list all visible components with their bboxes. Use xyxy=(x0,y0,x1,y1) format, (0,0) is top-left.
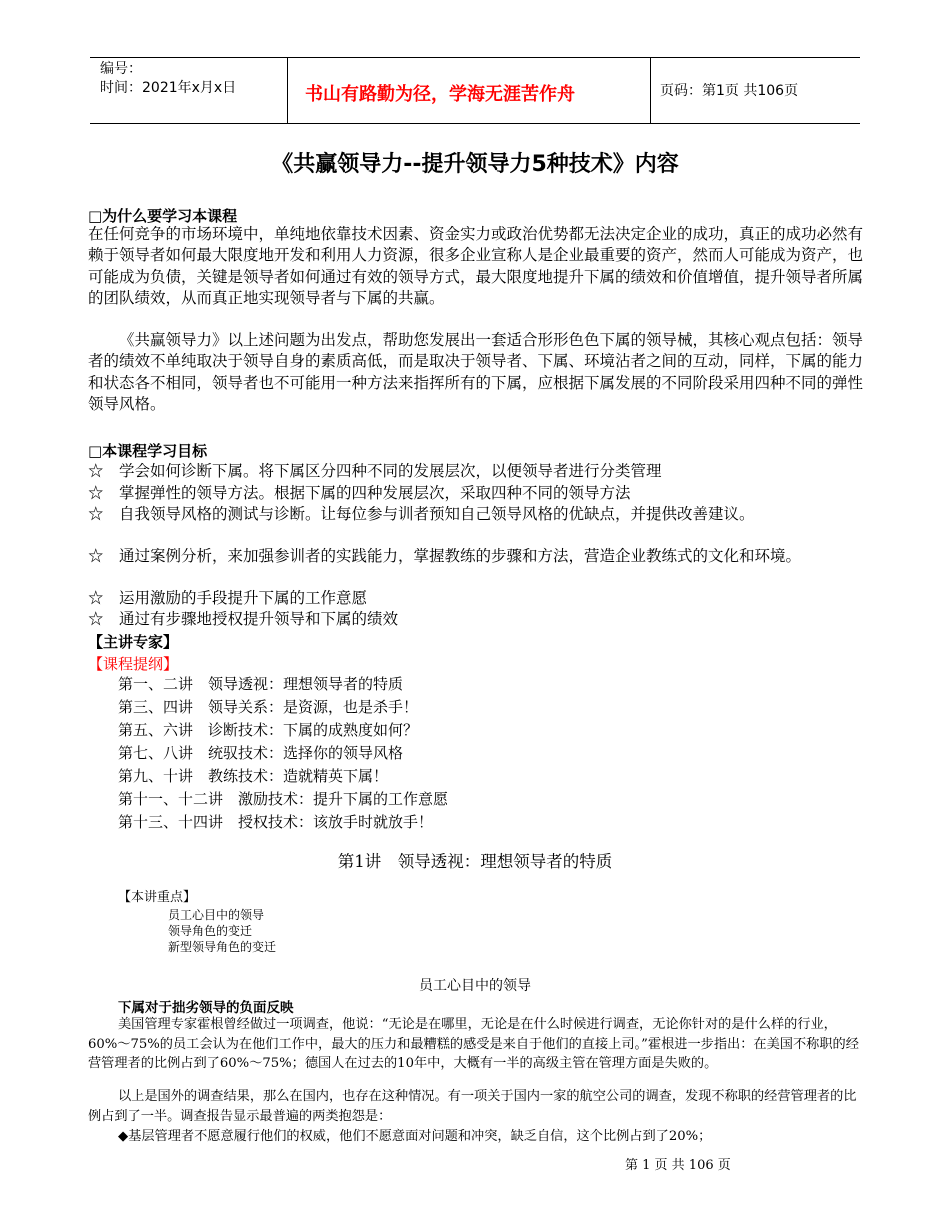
doc-time-label: 时间：2021年x月x日 xyxy=(100,80,237,96)
why-paragraph-1: 在任何竞争的市场环境中，单纯地依靠技术因素、资金实力或政治优势都无法决定企业的成功，真正的成功必然有赖于领导者如何最大限度地开发和利用人力资源，很多企业宣称人是企业最重要的资产，然而人可能成为资产，也可能成为负债，关键是领导者如何通过有效的领导方式，最大限度地提升下属的绩效和价值增值，提升领导者所属的团队绩效，从而真正地实现领导者与下属的共赢。 xyxy=(88,225,864,307)
goal-item: ☆ 自我领导风格的测试与诊断。让每位参与训者预知自己领导风格的优缺点，并提供改善建议。 xyxy=(88,505,755,523)
outline-item: 第一、二讲 领导透视：理想领导者的特质 xyxy=(118,675,404,693)
focus-heading: 【本讲重点】 xyxy=(118,890,197,905)
outline-item: 第九、十讲 教练技术：造就精英下属！ xyxy=(118,767,389,785)
outline-heading: 【课程提纲】 xyxy=(88,655,179,673)
why-section-heading: □为什么要学习本课程 xyxy=(88,207,238,225)
goals-section-heading: □本课程学习目标 xyxy=(88,442,208,460)
header-motto: 书山有路勤为径，学海无涯苦作舟 xyxy=(305,84,575,105)
body-paragraph: 以上是国外的调查结果，那么在国内，也存在这种情况。有一项关于国内一家的航空公司的调查，发现不称职的经营管理者的比例占到了一半。调查报告显示最普遍的两类抱怨是： xyxy=(88,1089,857,1124)
header-top-rule xyxy=(90,57,860,58)
header-divider-right xyxy=(650,57,651,124)
body-paragraph: ◆基层管理者不愿意履行他们的权威，他们不愿意面对问题和冲突，缺乏自信，这个比例占到了20%； xyxy=(118,1129,712,1144)
outline-item: 第七、八讲 统驭技术：选择你的领导风格 xyxy=(118,744,404,762)
goal-item: ☆ 通过有步骤地授权提升领导和下属的绩效 xyxy=(88,610,399,628)
focus-item: 领导角色的变迁 xyxy=(168,924,253,938)
focus-item: 新型领导角色的变迁 xyxy=(168,940,277,954)
doc-number-label: 编号： xyxy=(100,61,142,77)
section-subtitle: 员工心目中的领导 xyxy=(419,978,531,994)
goal-item: ☆ 掌握弹性的领导方法。根据下属的四种发展层次，采取四种不同的领导方法 xyxy=(88,484,631,502)
reaction-heading: 下属对于拙劣领导的负面反映 xyxy=(118,1000,294,1016)
document-title: 《共赢领导力--提升领导力5种技术》内容 xyxy=(271,152,679,177)
outline-item: 第十一、十二讲 激励技术：提升下属的工作意愿 xyxy=(118,790,449,808)
outline-item: 第三、四讲 领导关系：是资源，也是杀手！ xyxy=(118,698,419,716)
focus-item: 员工心目中的领导 xyxy=(168,908,265,922)
speaker-heading: 【主讲专家】 xyxy=(88,633,179,651)
body-paragraph: 美国管理专家霍根曾经做过一项调查，他说：“无论是在哪里，无论是在什么时候进行调查，无论你针对的是什么样的行业，60%～75%的员工会认为在他们工作中，最大的压力和最糟糕的感受是来自于他们的直接上司。”霍根进一步指出：在美国不称职的经营管理者的比例占到了60%～75%；德国人在过去的10年中，大概有一半的高级主管在管理方面是失败的。 xyxy=(88,1017,859,1071)
header-page-label: 页码：第1页 共106页 xyxy=(660,83,799,99)
header-bottom-rule xyxy=(90,123,860,124)
footer-page-number: 第 1 页 共 106 页 xyxy=(625,1158,731,1173)
goal-item: ☆ 学会如何诊断下属。将下属区分四种不同的发展层次，以便领导者进行分类管理 xyxy=(88,462,662,480)
outline-item: 第十三、十四讲 授权技术：该放手时就放手！ xyxy=(118,813,434,831)
outline-item: 第五、六讲 诊断技术：下属的成熟度如何？ xyxy=(118,721,419,739)
why-paragraph-2: 《共赢领导力》以上述问题为出发点，帮助您发展出一套适合形形色色下属的领导械，其核心观点包括：领导者的绩效不单纯取决于领导自身的素质高低，而是取决于领导者、下属、环境沾者之间的互动，同样，下属的能力和状态各不相同，领导者也不可能用一种方法来指挥所有的下属，应根据下属发展的不同阶段采用四种不同的弹性领导风格。 xyxy=(88,331,864,413)
header-divider-left xyxy=(287,57,288,124)
lecture-title: 第1讲 领导透视：理想领导者的特质 xyxy=(337,852,613,871)
goal-item: ☆ 通过案例分析，来加强参训者的实践能力，掌握教练的步骤和方法，营造企业教练式的文化和环境。 xyxy=(88,547,802,565)
goal-item: ☆ 运用激励的手段提升下属的工作意愿 xyxy=(88,589,368,607)
